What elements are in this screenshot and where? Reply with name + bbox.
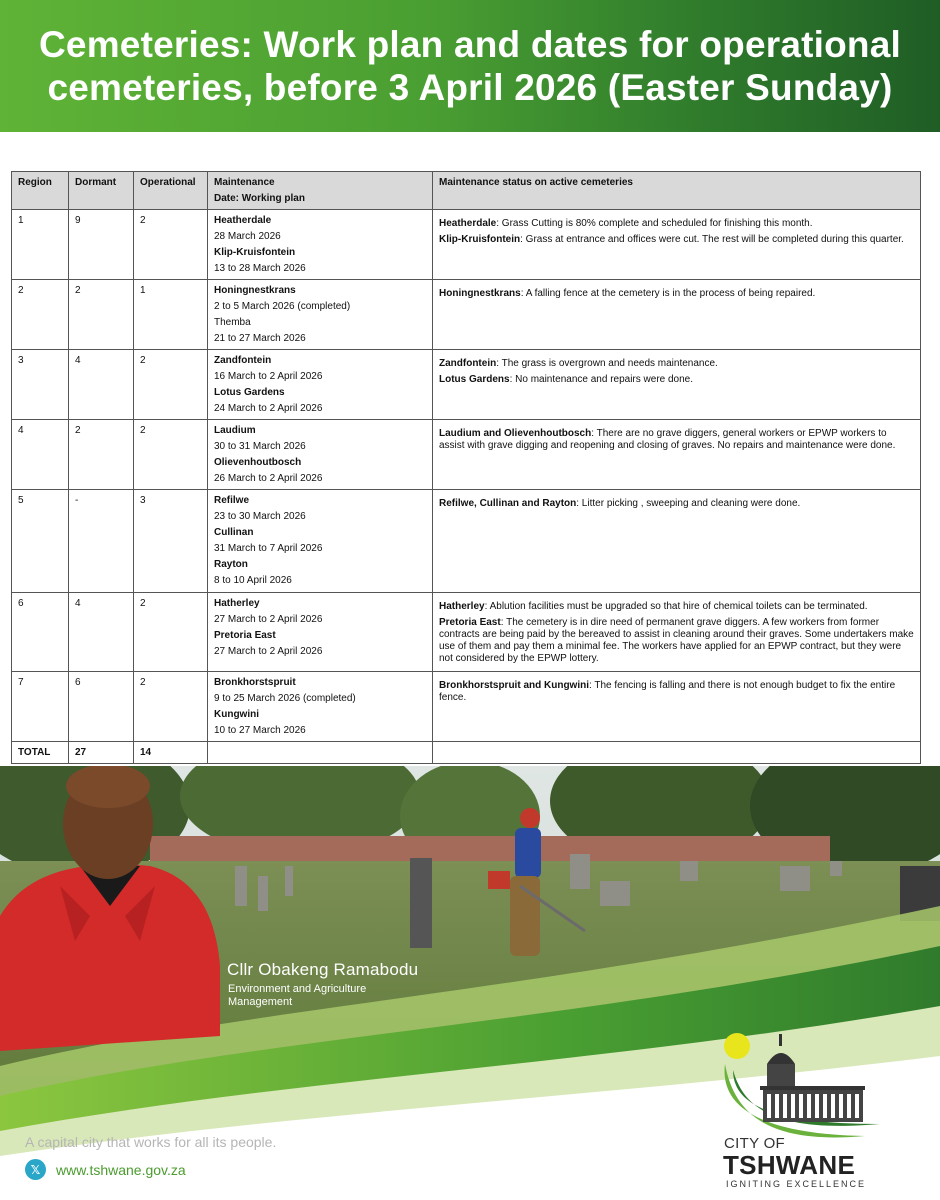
cell-dormant: 6 [69, 672, 134, 742]
work-dates: 9 to 25 March 2026 (completed) [214, 693, 356, 704]
total-operational: 14 [134, 742, 208, 764]
work-dates: 13 to 28 March 2026 [214, 263, 306, 274]
status-entry [439, 498, 914, 510]
logo-city-of: CITY OF [724, 1135, 785, 1152]
work-dates: 27 March to 2 April 2026 [214, 614, 323, 625]
status-entry [439, 288, 914, 300]
status-text: : There are no grave diggers, general workers or EPWP workers to assist with grave digging and reopening and closing of graves. No repairs and maintenance were done. [439, 428, 896, 451]
cemetery-name: Refilwe [214, 495, 250, 506]
cell-operational: 2 [134, 420, 208, 490]
status-cemetery-label: Refilwe, Cullinan and Rayton [439, 498, 577, 509]
cell-operational: 3 [134, 490, 208, 593]
cell-dormant: 9 [69, 210, 134, 280]
cemetery-name: Kungwini [214, 709, 259, 720]
cemetery-name: Bronkhorstspruit [214, 677, 296, 688]
status-text: : A falling fence at the cemetery is in the process of being repaired. [520, 288, 816, 299]
status-cemetery-label: Lotus Gardens [439, 374, 510, 385]
status-text: : Grass Cutting is 80% complete and scheduled for finishing this month. [496, 218, 813, 229]
status-entry [439, 234, 914, 246]
website-link[interactable]: www.tshwane.gov.za [56, 1161, 186, 1178]
status-cemetery-label: Zandfontein [439, 358, 497, 369]
sun-icon [724, 1033, 750, 1059]
status-cemetery-label: Bronkhorstspruit and Kungwini [439, 680, 589, 691]
table-row [12, 672, 921, 742]
status-text: : Grass at entrance and offices were cut. The rest will be completed during this quarter. [520, 234, 904, 245]
cell-maintenance-status [433, 593, 921, 672]
table-row [12, 420, 921, 490]
website-row [25, 1159, 186, 1180]
work-dates: 26 March to 2 April 2026 [214, 473, 323, 484]
page-title: Cemeteries: Work plan and dates for operational cemeteries, before 3 April 2026 (Easter Sunday) [39, 24, 901, 108]
cell-operational: 2 [134, 593, 208, 672]
status-text: : Ablution facilities must be upgraded so that hire of chemical toilets can be terminated. [484, 601, 868, 612]
work-dates: 23 to 30 March 2026 [214, 511, 306, 522]
status-entry [439, 428, 914, 452]
status-text: : The cemetery is in dire need of permanent grave diggers. A few workers from former contracts are being paid by the bereaved to assist in cleaning around their graves. Some undertakers make use of them and pay them a minimal fee. The workers have applied for an EPWP contract, but they were not considered by the EPWP lottery. [439, 617, 914, 664]
table-row [12, 350, 921, 420]
x-icon[interactable]: 𝕏 [25, 1159, 46, 1180]
status-text: : Litter picking , sweeping and cleaning were done. [576, 498, 801, 509]
work-dates: 2 to 5 March 2026 (completed) [214, 301, 351, 312]
header-operational: Operational [134, 172, 208, 210]
status-cemetery-label: Klip-Kruisfontein [439, 234, 521, 245]
cemetery-name: Cullinan [214, 527, 254, 538]
councillor-name: Cllr Obakeng Ramabodu [227, 960, 419, 979]
cell-operational: 1 [134, 280, 208, 350]
cell-region: 6 [12, 593, 69, 672]
header-maintenance-sub: Date: Working plan [214, 193, 305, 204]
status-cemetery-label: Heatherdale [439, 218, 497, 229]
header-status: Maintenance status on active cemeteries [433, 172, 921, 210]
status-cemetery-label: Hatherley [439, 601, 485, 612]
cell-region: 1 [12, 210, 69, 280]
work-dates: 8 to 10 April 2026 [214, 575, 292, 586]
total-empty-cell [433, 742, 921, 764]
cell-dormant: 4 [69, 350, 134, 420]
header-region: Region [12, 172, 69, 210]
work-dates: 21 to 27 March 2026 [214, 333, 306, 344]
cell-maintenance-status [433, 420, 921, 490]
cell-operational: 2 [134, 672, 208, 742]
table-row [12, 490, 921, 593]
cell-maintenance-status [433, 672, 921, 742]
cell-region: 7 [12, 672, 69, 742]
cell-dormant: - [69, 490, 134, 593]
work-dates: 27 March to 2 April 2026 [214, 646, 323, 657]
title-banner [0, 0, 940, 132]
cell-work-plan [208, 280, 433, 350]
status-entry [439, 617, 914, 665]
cell-dormant: 2 [69, 420, 134, 490]
cell-dormant: 2 [69, 280, 134, 350]
cell-region: 3 [12, 350, 69, 420]
cemetery-name: Hatherley [214, 598, 260, 609]
cell-region: 2 [12, 280, 69, 350]
table-row [12, 210, 921, 280]
cell-work-plan [208, 350, 433, 420]
cemetery-name: Lotus Gardens [214, 387, 285, 398]
table-header-row [12, 172, 921, 210]
cemetery-name: Zandfontein [214, 355, 272, 366]
work-dates: 16 March to 2 April 2026 [214, 371, 323, 382]
cell-maintenance-status [433, 210, 921, 280]
work-dates: 24 March to 2 April 2026 [214, 403, 323, 414]
councillor-role: Environment and Agriculture Management [228, 983, 367, 1008]
status-cemetery-label: Pretoria East [439, 617, 501, 628]
status-entry [439, 358, 914, 370]
cemetery-name: Klip-Kruisfontein [214, 247, 296, 258]
header-maintenance [208, 172, 433, 210]
city-tagline: A capital city that works for all its people. [25, 1134, 277, 1150]
cemetery-name: Pretoria East [214, 630, 276, 641]
logo-motto: IGNITING EXCELLENCE [726, 1179, 867, 1189]
cell-work-plan [208, 420, 433, 490]
cemetery-name: Olievenhoutbosch [214, 457, 302, 468]
cell-maintenance-status [433, 490, 921, 593]
total-row [12, 742, 921, 764]
cemetery-name: Honingnestkrans [214, 285, 296, 296]
cell-maintenance-status [433, 280, 921, 350]
city-hall-icon [760, 1034, 865, 1122]
cell-maintenance-status [433, 350, 921, 420]
status-cemetery-label: Honingnestkrans [439, 288, 521, 299]
total-empty-cell [208, 742, 433, 764]
status-text: : The fencing is falling and there is not enough budget to fix the entire fence. [439, 680, 896, 703]
table-row [12, 280, 921, 350]
cell-region: 5 [12, 490, 69, 593]
cell-dormant: 4 [69, 593, 134, 672]
cell-operational: 2 [134, 210, 208, 280]
work-plan-table [11, 171, 921, 764]
work-dates: 31 March to 7 April 2026 [214, 543, 323, 554]
header-maintenance-label: Maintenance [214, 177, 275, 188]
cemetery-name: Themba [214, 317, 251, 328]
cell-work-plan [208, 210, 433, 280]
status-entry [439, 374, 914, 386]
cemetery-name: Heatherdale [214, 215, 272, 226]
work-dates: 28 March 2026 [214, 231, 281, 242]
cemetery-name: Rayton [214, 559, 248, 570]
cell-work-plan [208, 672, 433, 742]
cell-work-plan [208, 490, 433, 593]
status-entry [439, 601, 914, 613]
cemetery-name: Laudium [214, 425, 256, 436]
total-label: TOTAL [12, 742, 69, 764]
work-dates: 30 to 31 March 2026 [214, 441, 306, 452]
logo-tshwane: TSHWANE [723, 1150, 856, 1180]
status-entry [439, 218, 914, 230]
status-text: : No maintenance and repairs were done. [509, 374, 694, 385]
total-dormant: 27 [69, 742, 134, 764]
status-cemetery-label: Laudium and Olievenhoutbosch [439, 428, 592, 439]
work-dates: 10 to 27 March 2026 [214, 725, 306, 736]
header-dormant: Dormant [69, 172, 134, 210]
status-text: : The grass is overgrown and needs maintenance. [496, 358, 718, 369]
table-body [12, 210, 921, 742]
status-entry [439, 680, 914, 704]
cell-work-plan [208, 593, 433, 672]
cell-region: 4 [12, 420, 69, 490]
cell-operational: 2 [134, 350, 208, 420]
table-row [12, 593, 921, 672]
